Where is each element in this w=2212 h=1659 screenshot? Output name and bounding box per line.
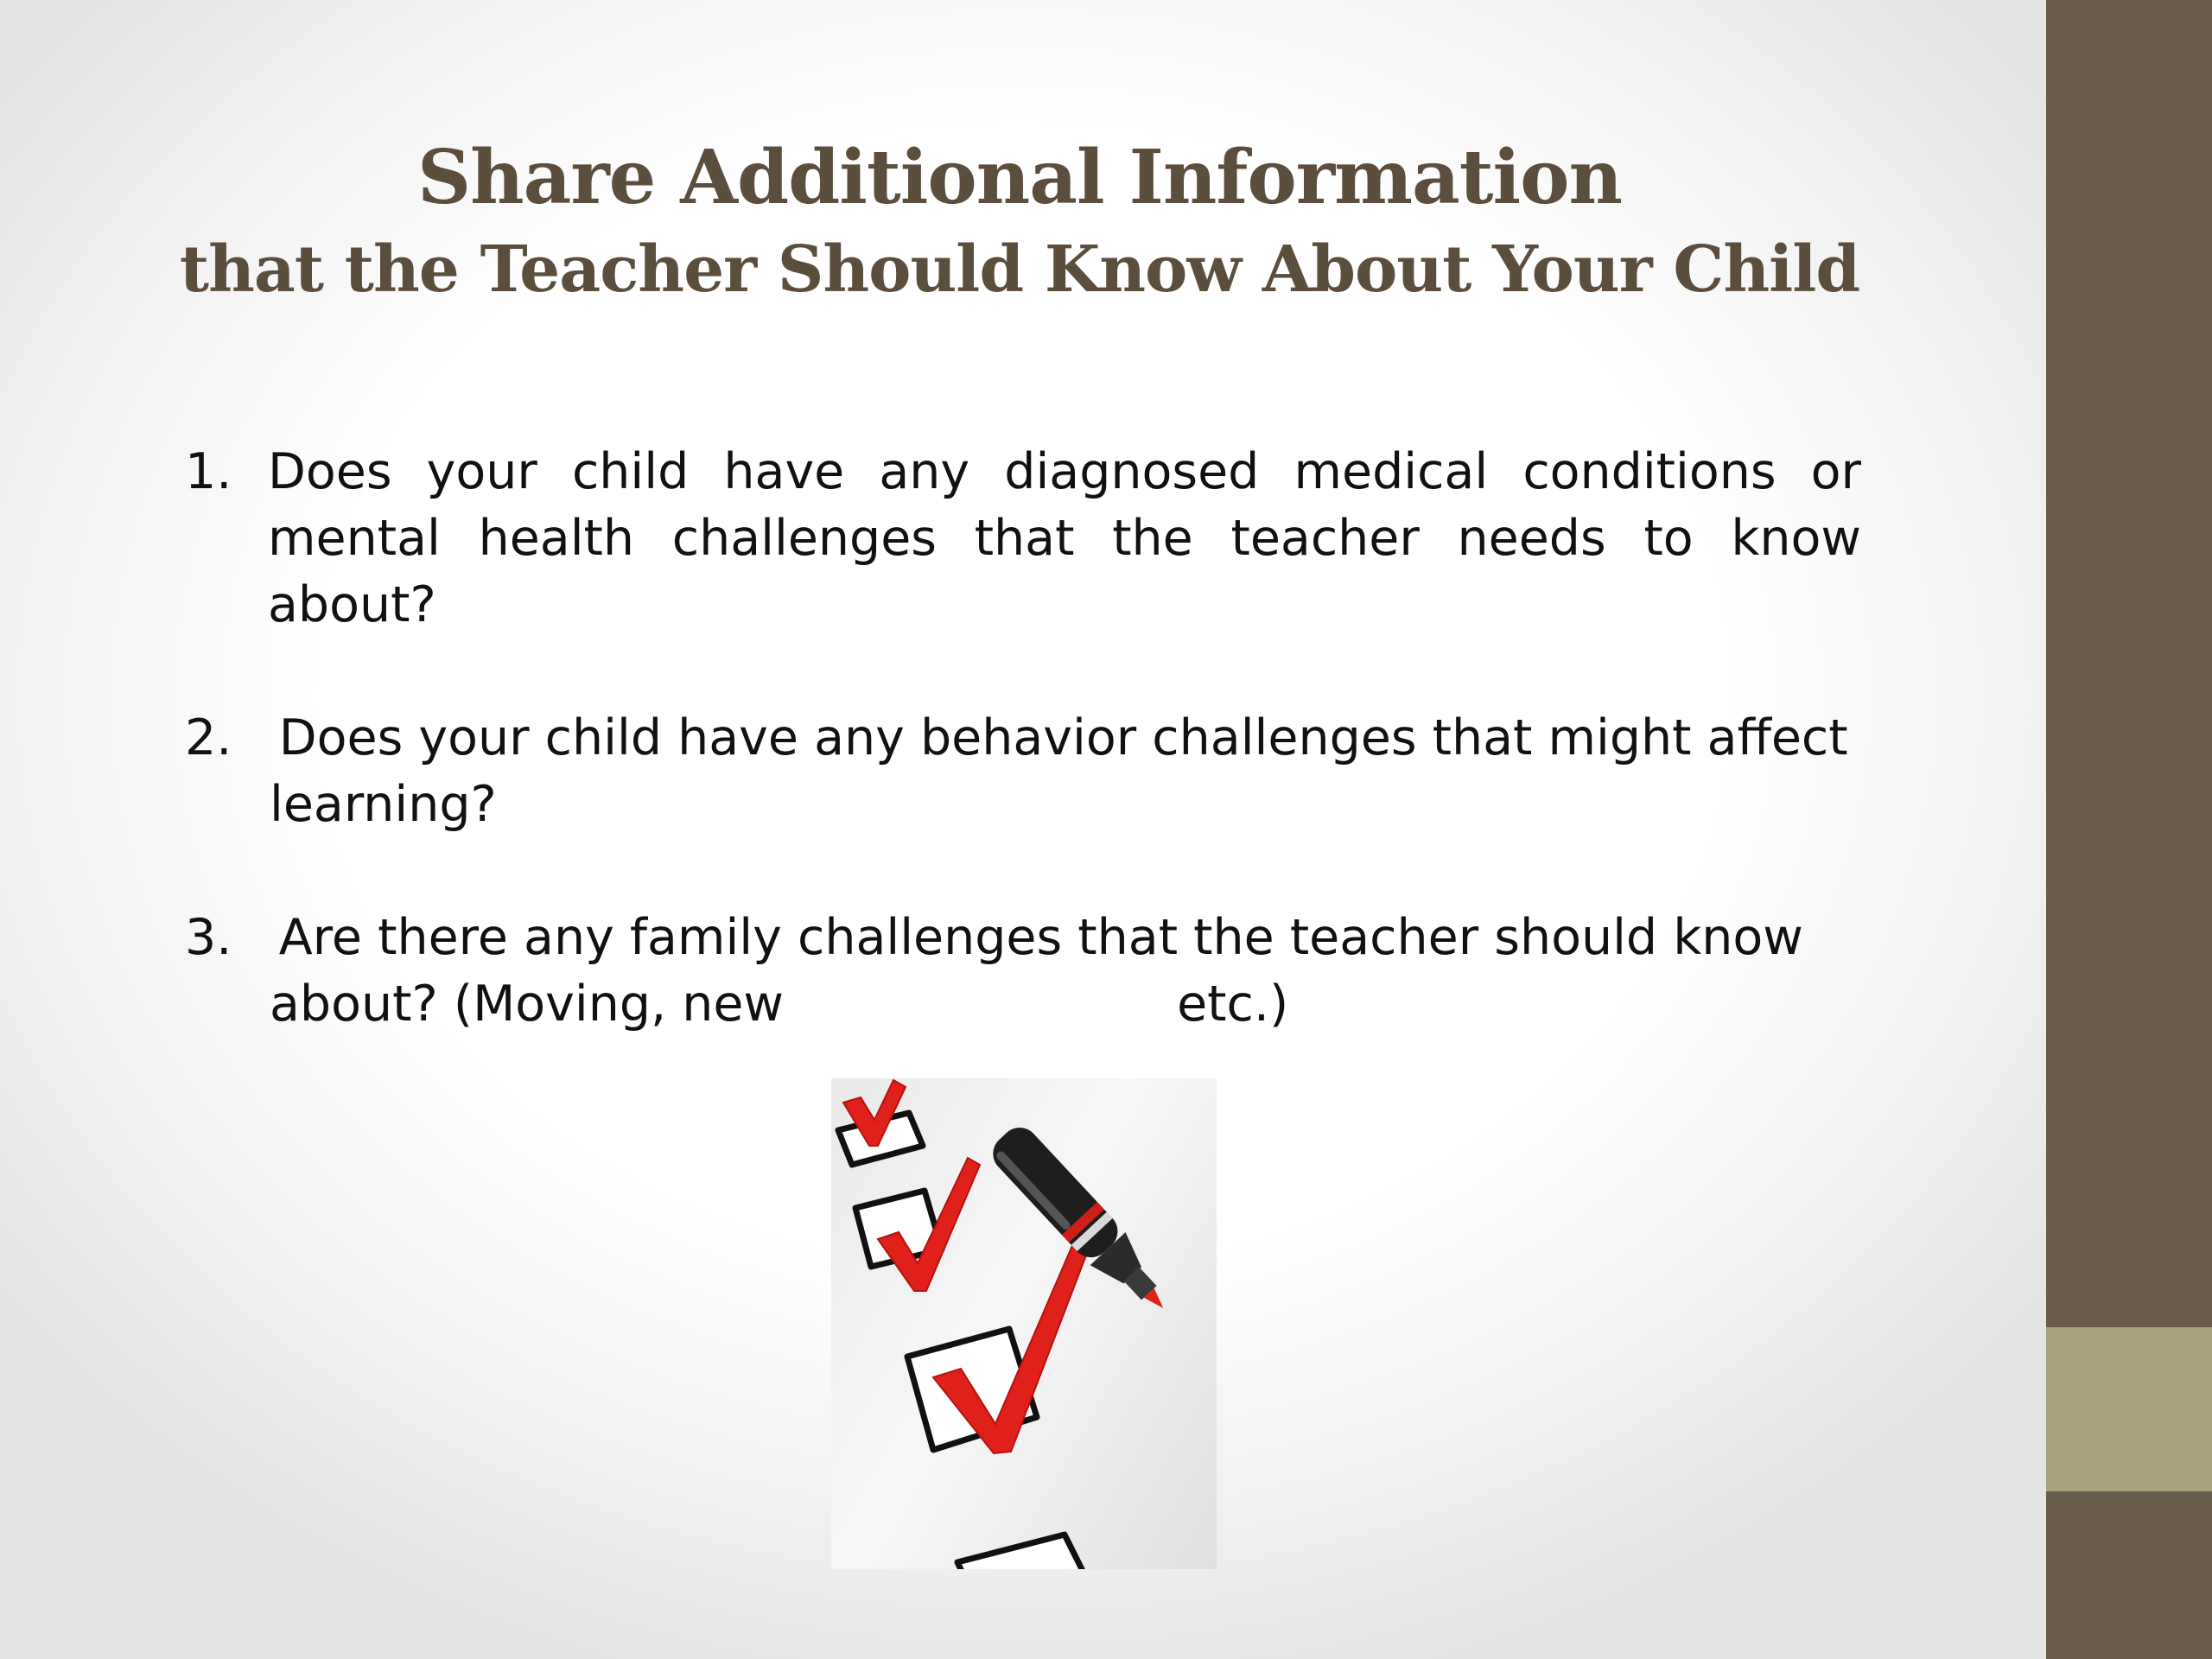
question-1 — [185, 439, 1861, 639]
question-2-number: 2. — [185, 709, 232, 766]
question-2-text-line-2: learning? — [270, 776, 497, 833]
question-1-number: 1. — [185, 443, 232, 500]
question-2 — [185, 705, 1861, 838]
title-line-2: that the Teacher Should Know About Your Child — [179, 232, 1860, 307]
checkbox-4 — [957, 1535, 1087, 1569]
question-2-text-line-1: Does your child have any behavior challenges that might affect — [278, 709, 1848, 766]
side-bar-accent-band — [2046, 1327, 2212, 1491]
checklist-with-marker-icon — [831, 1078, 1217, 1569]
title-line-1: Share Additional Information — [416, 134, 1623, 221]
question-3 — [185, 905, 1861, 1038]
marker-pen — [985, 1120, 1180, 1325]
question-3-text-line-2-end: etc.) — [1177, 976, 1289, 1033]
question-3-text-line-1: Are there any family challenges that the teacher should know — [278, 909, 1803, 966]
question-list — [185, 439, 1861, 1104]
question-3-number: 3. — [185, 909, 232, 966]
slide-title — [121, 130, 1918, 313]
question-3-text-line-2: about? (Moving, new — [270, 976, 785, 1033]
question-1-text: Does your child have any diagnosed medical conditions or mental health challenges that the teacher needs to know about? — [268, 443, 1861, 633]
